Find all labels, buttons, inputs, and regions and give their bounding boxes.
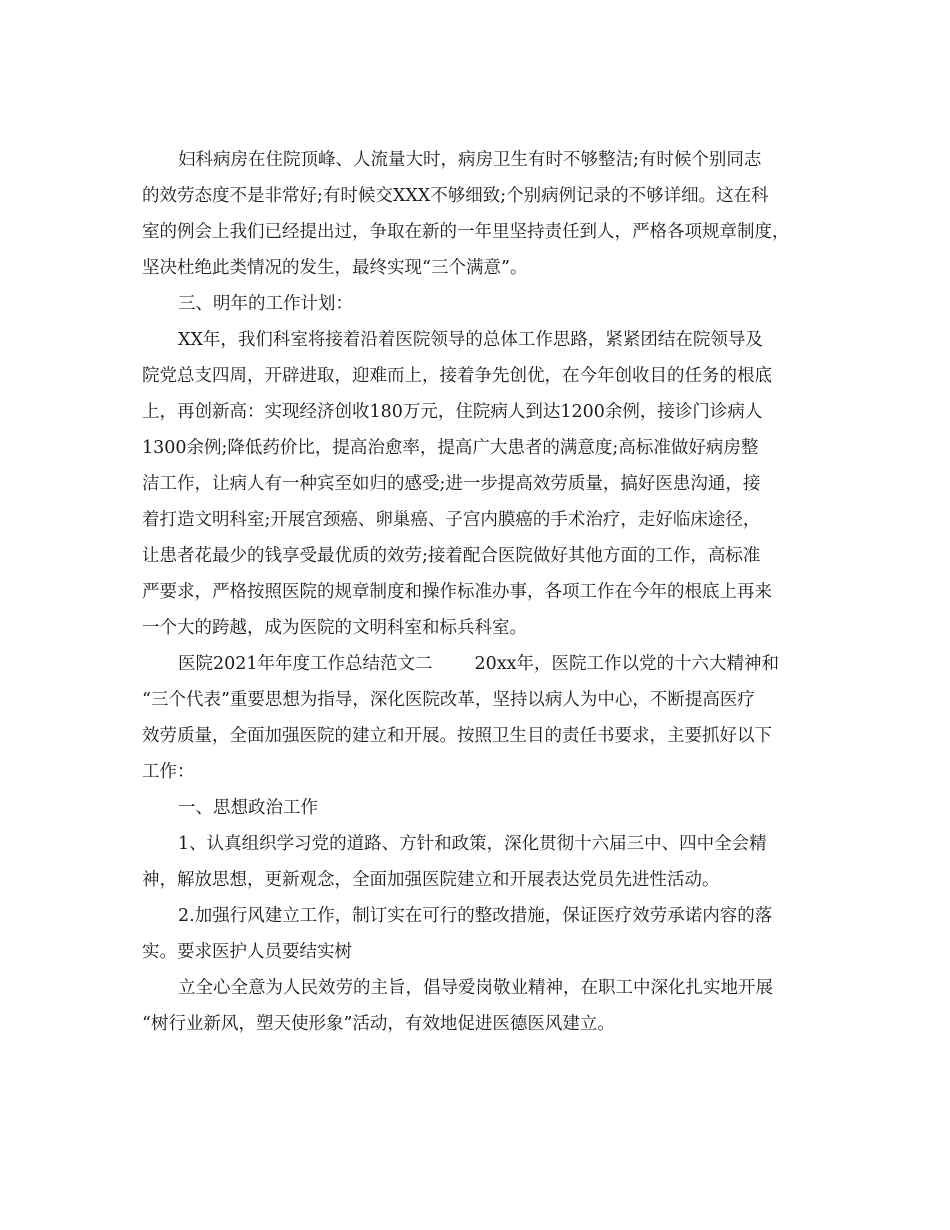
paragraph-line: 坚决杜绝此类情况的发生，最终实现“三个满意”。 <box>142 258 528 278</box>
paragraph-line: 让患者花最少的钱享受最优质的效劳;接着配合医院做好其他方面的工作，高标准 <box>142 546 761 566</box>
paragraph-line: 上，再创新高：实现经济创收180万元，住院病人到达1200余例，接诊门诊病人 <box>142 402 763 422</box>
paragraph-line: 一个大的跨越，成为医院的文明科室和标兵科室。 <box>142 618 527 638</box>
section-heading: 三、明年的工作计划： <box>178 294 353 314</box>
paragraph-line: 着打造文明科室;开展宫颈癌、卵巢癌、子宫内膜癌的手术治疗，走好临床途径， <box>142 510 761 530</box>
paragraph-line <box>178 654 779 674</box>
paragraph-line: 效劳质量，全面加强医院的建立和开展。按照卫生目的责任书要求，主要抓好以下 <box>142 726 772 746</box>
paragraph-line: 妇科病房在住院顶峰、人流量大时，病房卫生有时不够整洁;有时候个别同志 <box>178 150 762 170</box>
paragraph-line: 1、认真组织学习党的道路、方针和政策，深化贯彻十六届三中、四中全会精 <box>178 834 767 854</box>
paragraph-line: 的效劳态度不是非常好;有时候交XXX不够细致;个别病例记录的不够详细。这在科 <box>142 186 769 206</box>
paragraph-line: 严要求，严格按照医院的规章制度和操作标准办事，各项工作在今年的根底上再来 <box>142 582 772 602</box>
paragraph-line: 工作： <box>142 762 195 782</box>
section-heading: 一、思想政治工作 <box>178 798 318 818</box>
paragraph-line: “三个代表”重要思想为指导，深化医院改革，坚持以病人为中心，不断提高医疗 <box>142 690 755 710</box>
paragraph-text: 20xx年，医院工作以党的十六大精神和 <box>474 654 780 674</box>
paragraph-line: 院党总支四周，开辟进取，迎难而上，接着争先创优，在今年创收目的任务的根底 <box>142 366 772 386</box>
paragraph-line: 实。要求医护人员要结实树 <box>142 942 352 962</box>
article-title: 医院2021年年度工作总结范文二 <box>178 654 433 674</box>
paragraph-line: 神，解放思想，更新观念，全面加强医院建立和开展表达党员先进性活动。 <box>142 870 720 890</box>
paragraph-line: 2.加强行风建立工作，制订实在可行的整改措施，保证医疗效劳承诺内容的落 <box>178 906 773 926</box>
paragraph-line: 立全心全意为人民效劳的主旨，倡导爱岗敬业精神，在职工中深化扎实地开展 <box>178 978 773 998</box>
paragraph-line: 洁工作，让病人有一种宾至如归的感受;进一步提高效劳质量，搞好医患沟通，接 <box>142 474 761 494</box>
paragraph-line: “树行业新风，塑天使形象”活动，有效地促进医德医风建立。 <box>142 1014 615 1034</box>
paragraph-line: 室的例会上我们已经提出过，争取在新的一年里坚持责任到人，严格各项规章制度， <box>142 222 790 242</box>
paragraph-line: XX年，我们科室将接着沿着医院领导的总体工作思路，紧紧团结在院领导及 <box>178 330 763 350</box>
paragraph-line: 1300余例;降低药价比，提高治愈率，提高广大患者的满意度;高标准做好病房整 <box>142 438 759 458</box>
